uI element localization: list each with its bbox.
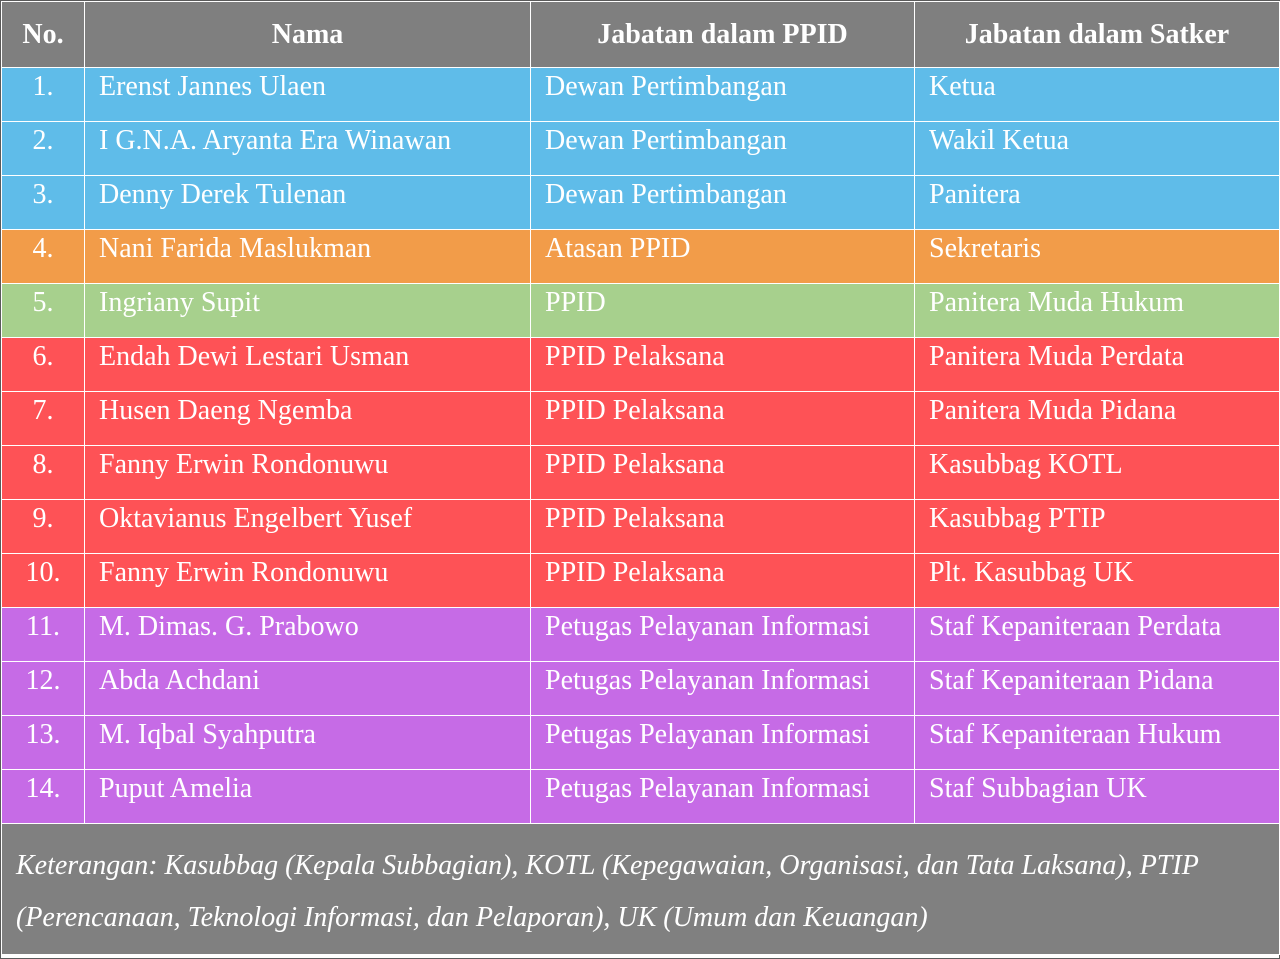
table-row — [2, 770, 1280, 824]
table-row — [2, 716, 1280, 770]
table-row — [2, 608, 1280, 662]
cell-jabatan-ppid: PPID Pelaksana — [531, 392, 915, 446]
cell-no: 9. — [2, 500, 85, 554]
cell-jabatan-ppid: Petugas Pelayanan Informasi — [531, 770, 915, 824]
table-row — [2, 338, 1280, 392]
cell-jabatan-satker: Staf Kepaniteraan Pidana — [915, 662, 1280, 716]
table-row — [2, 500, 1280, 554]
header-jabatan-ppid: Jabatan dalam PPID — [531, 2, 915, 68]
table-row — [2, 392, 1280, 446]
cell-jabatan-ppid: Petugas Pelayanan Informasi — [531, 716, 915, 770]
cell-nama: M. Iqbal Syahputra — [85, 716, 531, 770]
cell-jabatan-satker: Panitera Muda Perdata — [915, 338, 1280, 392]
cell-jabatan-ppid: Petugas Pelayanan Informasi — [531, 608, 915, 662]
cell-no: 5. — [2, 284, 85, 338]
cell-jabatan-ppid: Petugas Pelayanan Informasi — [531, 662, 915, 716]
cell-no: 2. — [2, 122, 85, 176]
cell-no: 10. — [2, 554, 85, 608]
cell-no: 1. — [2, 68, 85, 122]
header-nama: Nama — [85, 2, 531, 68]
cell-jabatan-ppid: Dewan Pertimbangan — [531, 122, 915, 176]
cell-jabatan-satker: Panitera — [915, 176, 1280, 230]
table-row — [2, 446, 1280, 500]
cell-nama: Husen Daeng Ngemba — [85, 392, 531, 446]
cell-nama: I G.N.A. Aryanta Era Winawan — [85, 122, 531, 176]
cell-jabatan-ppid: PPID Pelaksana — [531, 338, 915, 392]
cell-nama: M. Dimas. G. Prabowo — [85, 608, 531, 662]
ppid-table — [1, 1, 1280, 955]
cell-jabatan-satker: Kasubbag PTIP — [915, 500, 1280, 554]
cell-jabatan-satker: Kasubbag KOTL — [915, 446, 1280, 500]
cell-jabatan-satker: Wakil Ketua — [915, 122, 1280, 176]
cell-nama: Fanny Erwin Rondonuwu — [85, 554, 531, 608]
cell-no: 13. — [2, 716, 85, 770]
cell-nama: Erenst Jannes Ulaen — [85, 68, 531, 122]
table-row — [2, 662, 1280, 716]
cell-no: 11. — [2, 608, 85, 662]
cell-nama: Fanny Erwin Rondonuwu — [85, 446, 531, 500]
cell-jabatan-ppid: Atasan PPID — [531, 230, 915, 284]
cell-jabatan-ppid: PPID — [531, 284, 915, 338]
table-footnote: Keterangan: Kasubbag (Kepala Subbagian), KOTL (Kepegawaian, Organisasi, dan Tata Laksana), PTIP (Perencanaan, Teknologi Informasi, dan Pelaporan), UK (Umum dan Keuangan) — [2, 824, 1280, 955]
cell-jabatan-satker: Panitera Muda Hukum — [915, 284, 1280, 338]
cell-jabatan-ppid: PPID Pelaksana — [531, 500, 915, 554]
cell-nama: Abda Achdani — [85, 662, 531, 716]
cell-no: 8. — [2, 446, 85, 500]
cell-jabatan-satker: Ketua — [915, 68, 1280, 122]
cell-jabatan-satker: Staf Subbagian UK — [915, 770, 1280, 824]
cell-jabatan-ppid: PPID Pelaksana — [531, 554, 915, 608]
cell-no: 12. — [2, 662, 85, 716]
table-row — [2, 554, 1280, 608]
header-jabatan-satker: Jabatan dalam Satker — [915, 2, 1280, 68]
cell-nama: Oktavianus Engelbert Yusef — [85, 500, 531, 554]
table-header-row — [2, 2, 1280, 68]
cell-no: 7. — [2, 392, 85, 446]
table-row — [2, 122, 1280, 176]
cell-jabatan-ppid: Dewan Pertimbangan — [531, 176, 915, 230]
cell-nama: Ingriany Supit — [85, 284, 531, 338]
cell-nama: Nani Farida Maslukman — [85, 230, 531, 284]
table-row — [2, 230, 1280, 284]
header-no: No. — [2, 2, 85, 68]
cell-jabatan-ppid: PPID Pelaksana — [531, 446, 915, 500]
cell-no: 4. — [2, 230, 85, 284]
cell-jabatan-satker: Sekretaris — [915, 230, 1280, 284]
cell-jabatan-satker: Plt. Kasubbag UK — [915, 554, 1280, 608]
cell-nama: Endah Dewi Lestari Usman — [85, 338, 531, 392]
table-row — [2, 176, 1280, 230]
table-row — [2, 284, 1280, 338]
cell-no: 3. — [2, 176, 85, 230]
cell-jabatan-satker: Staf Kepaniteraan Perdata — [915, 608, 1280, 662]
cell-jabatan-satker: Panitera Muda Pidana — [915, 392, 1280, 446]
cell-jabatan-satker: Staf Kepaniteraan Hukum — [915, 716, 1280, 770]
table-row — [2, 68, 1280, 122]
cell-no: 6. — [2, 338, 85, 392]
cell-nama: Denny Derek Tulenan — [85, 176, 531, 230]
cell-nama: Puput Amelia — [85, 770, 531, 824]
cell-jabatan-ppid: Dewan Pertimbangan — [531, 68, 915, 122]
cell-no: 14. — [2, 770, 85, 824]
table-footer-row — [2, 824, 1280, 955]
